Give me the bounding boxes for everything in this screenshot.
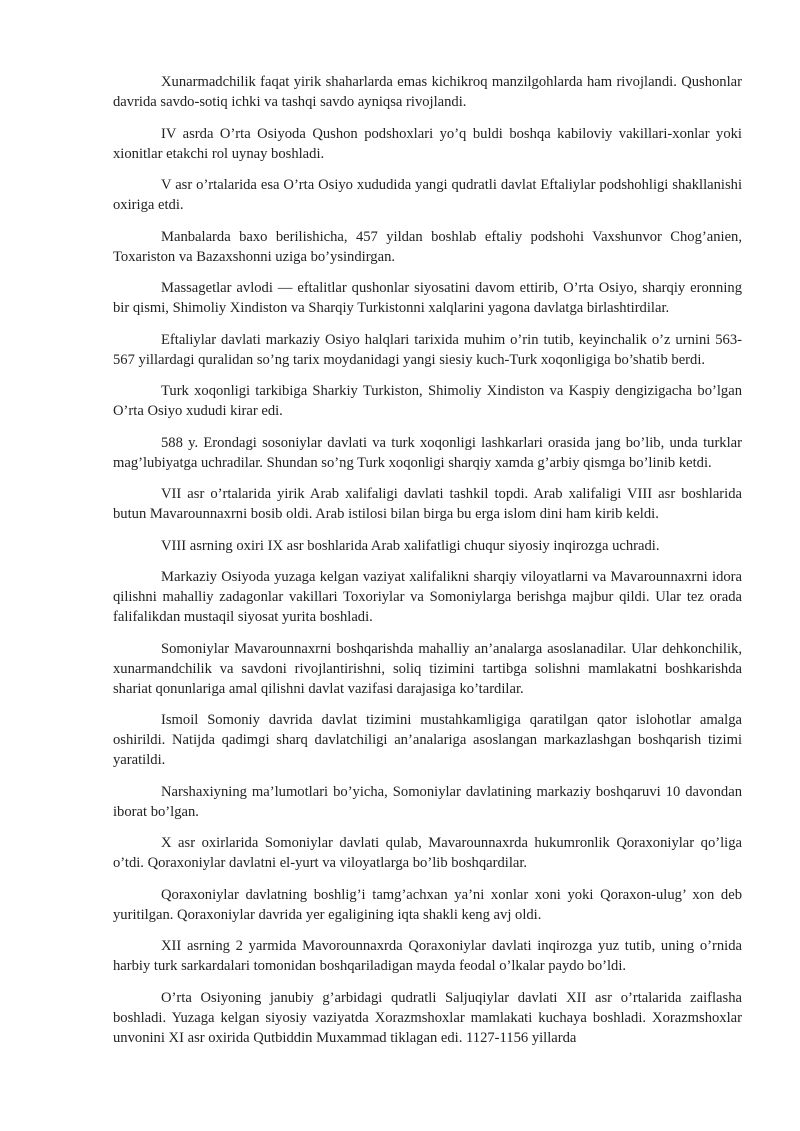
paragraph: Qoraxoniylar davlatning boshlig’i tamg’achxan ya’ni xonlar xoni yoki Qoraxon-ulug’ xon deb yuritilgan. Qoraxoniylar davrida yer egaligining iqta shakli keng avj oldi.: [113, 886, 742, 923]
paragraph: XII asrning 2 yarmida Mavorounnaxrda Qoraxoniylar davlati inqirozga yuz tutib, uning o’rnida harbiy turk sarkardalari tomonidan boshqariladigan mayda feodal o’lkalar paydo bo’ldi.: [113, 938, 742, 974]
paragraph: Markaziy Osiyoda yuzaga kelgan vaziyat xalifalikni sharqiy viloyatlarni va Mavarounnaxrni idora qilishni mahalliy zadagonlar vakillari Toxoriylar va Somoniylarga berishga majbur qildi. Ular tez orada falifalikdan mustaqil siyosat yurita boshladi.: [113, 569, 742, 625]
paragraph: 588 y. Erondagi sosoniylar davlati va turk xoqonligi lashkarlari orasida jang bo’lib, unda turklar mag’lubiyatga uchradilar. Shundan so’ng Turk xoqonligi sharqiy xamda g’arbiy qismga bo’linib ketdi.: [113, 434, 742, 471]
paragraph: V asr o’rtalarida esa O’rta Osiyo xududida yangi qudratli davlat Eftaliylar podshohligi shakllanishi oxiriga etdi.: [113, 177, 742, 213]
paragraph: Manbalarda baxo berilishicha, 457 yildan boshlab eftaliy podshohi Vaxshunvor Chog’anien, Toxariston va Bazaxshonni uziga bo’ysindirgan.: [113, 228, 742, 265]
paragraph: VIII asrning oxiri IX asr boshlarida Arab xalifatligi chuqur siyosiy inqirozga uchradi.: [161, 537, 660, 554]
paragraph: Eftaliylar davlati markaziy Osiyo halqlari tarixida muhim o’rin tutib, keyinchalik o’z urnini 563-567 yillardagi quralidan so’ng tarix moydanidagi yangi siesiy kuch-Turk xoqonligiga bo’shatib berdi.: [113, 331, 742, 368]
paragraph: O’rta Osiyoning janubiy g’arbidagi qudratli Saljuqiylar davlati XII asr o’rtalarida zaiflasha boshladi. Yuzaga kelgan siyosiy vaziyatda Xorazmshoxlar mamlakati kuchaya boshladi. Xorazmshoxlar unvonini XI asr oxirida Qutbiddin Muxammad tiklagan edi. 1127-1156 yillarda: [113, 989, 742, 1046]
document-page: [113, 72, 742, 1059]
paragraph: IV asrda O’rta Osiyoda Qushon podshoxlari yo’q buldi boshqa kabiloviy vakillari-xonlar yoki xionitlar etakchi rol uynay boshladi.: [113, 125, 742, 162]
paragraph: Turk xoqonligi tarkibiga Sharkiy Turkiston, Shimoliy Xindiston va Kaspiy dengizigacha bo’lgan O’rta Osiyo xududi kirar edi.: [113, 383, 742, 419]
paragraph: X asr oxirlarida Somoniylar davlati qulab, Mavarounnaxrda hukumronlik Qoraxoniylar qo’liga o’tdi. Qoraxoniylar davlatni el-yurt va viloyatlarga bo’lib boshqardilar.: [113, 835, 742, 871]
paragraph: VII asr o’rtalarida yirik Arab xalifaligi davlati tashkil topdi. Arab xalifaligi VIII asr boshlarida butun Mavarounnaxrni bosib oldi. Arab istilosi bilan birga bu erga islom dini ham kirib keldi.: [113, 486, 742, 522]
paragraph: Massagetlar avlodi — eftalitlar qushonlar siyosatini davom ettirib, O’rta Osiyo, sharqiy eronning bir qismi, Shimoliy Xindiston va Sharqiy Turkistonni xalqlarini yagona davlatga birlashtirdilar.: [113, 280, 742, 316]
paragraph: Narshaxiyning ma’lumotlari bo’yicha, Somoniylar davlatining markaziy boshqaruvi 10 davondan iborat bo’lgan.: [113, 783, 742, 820]
paragraph: Xunarmadchilik faqat yirik shaharlarda emas kichikroq manzilgohlarda ham rivojlandi. Qushonlar davrida savdo-sotiq ichki va tashqi savdo ayniqsa rivojlandi.: [113, 74, 742, 110]
paragraph: Somoniylar Mavarounnaxrni boshqarishda mahalliy an’analarga asoslanadilar. Ular dehkonchilik, xunarmandchilik va savdoni rivojlantirishni, soliq tizimini tartibga solishni mamlakatni boshkarishda shariat qonunlariga amal qilishni davlat vazifasi darajasiga ko’tardilar.: [113, 640, 742, 697]
paragraph: Ismoil Somoniy davrida davlat tizimini mustahkamligiga qaratilgan qator islohotlar amalga oshirildi. Natijda qadimgi sharq davlatchiligi an’analariga asoslangan markazlashgan boshqarish tizimi yaratildi.: [113, 712, 742, 768]
